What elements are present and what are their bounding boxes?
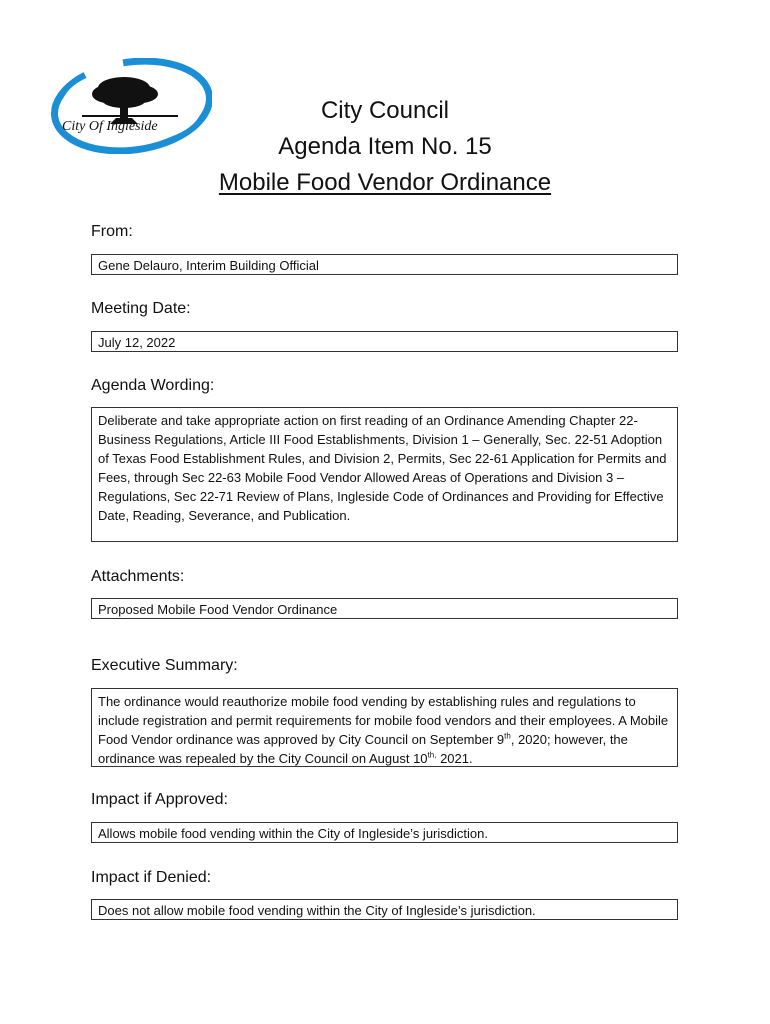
page-title <box>150 93 620 201</box>
executive-summary-text-3: 2021. <box>436 751 473 766</box>
impact-approved-value: Allows mobile food vending within the City of Ingleside’s jurisdiction. <box>98 826 488 841</box>
impact-denied-value: Does not allow mobile food vending within the City of Ingleside’s jurisdiction. <box>98 903 536 918</box>
title-line-2: Agenda Item No. 15 <box>278 133 492 160</box>
impact-denied-label: Impact if Denied: <box>91 869 212 886</box>
from-label: From: <box>91 223 133 240</box>
title-line-1: City Council <box>320 97 450 124</box>
title-line-3: Mobile Food Vendor Ordinance <box>218 169 552 196</box>
executive-summary-label: Executive Summary: <box>91 657 238 674</box>
meeting-date-label: Meeting Date: <box>91 300 191 317</box>
executive-summary-text-1: The ordinance would reauthorize mobile food vending by establishing rules and regulations to include registration and permit requirements for mobile food vendors and their employees. A Mobile Food Vendor ordinance was approved by City Council on September 9 <box>98 694 669 747</box>
executive-summary-field <box>91 688 678 767</box>
attachments-field <box>91 598 678 619</box>
agenda-wording-label: Agenda Wording: <box>91 377 215 394</box>
meeting-date-value: July 12, 2022 <box>98 335 176 350</box>
agenda-wording-value: Deliberate and take appropriate action on first reading of an Ordinance Amending Chapter 22- Business Regulations, Article III Food Establishments, Division 1 – Generally, Sec. 22-51 Adoption of Texas Food Establishment Rules, and Division 2, Permits, Sec 22-61 Application for Permits and Fees, through Sec 22-63 Mobile Food Vendor Allowed Areas of Operations and Division 3 – Regulations, Sec 22-71 Review of Plans, Ingleside Code of Ordinances and Providing for Effective Date, Reading, Severance, and Publication. <box>98 413 667 523</box>
impact-approved-field <box>91 822 678 843</box>
impact-approved-label: Impact if Approved: <box>91 791 228 808</box>
executive-summary-sup-1: th <box>504 731 511 741</box>
meeting-date-field <box>91 331 678 352</box>
executive-summary-sup-2: th, <box>427 750 437 760</box>
impact-denied-field <box>91 899 678 920</box>
agenda-wording-field <box>91 407 678 542</box>
from-value: Gene Delauro, Interim Building Official <box>98 258 319 273</box>
from-field <box>91 254 678 275</box>
attachments-value: Proposed Mobile Food Vendor Ordinance <box>98 602 338 617</box>
executive-summary-text-2: , 2020; however, the ordinance was repealed by the City Council on August 10 <box>98 732 628 766</box>
logo-text: City Of Ingleside <box>62 119 158 134</box>
attachments-label: Attachments: <box>91 568 185 585</box>
